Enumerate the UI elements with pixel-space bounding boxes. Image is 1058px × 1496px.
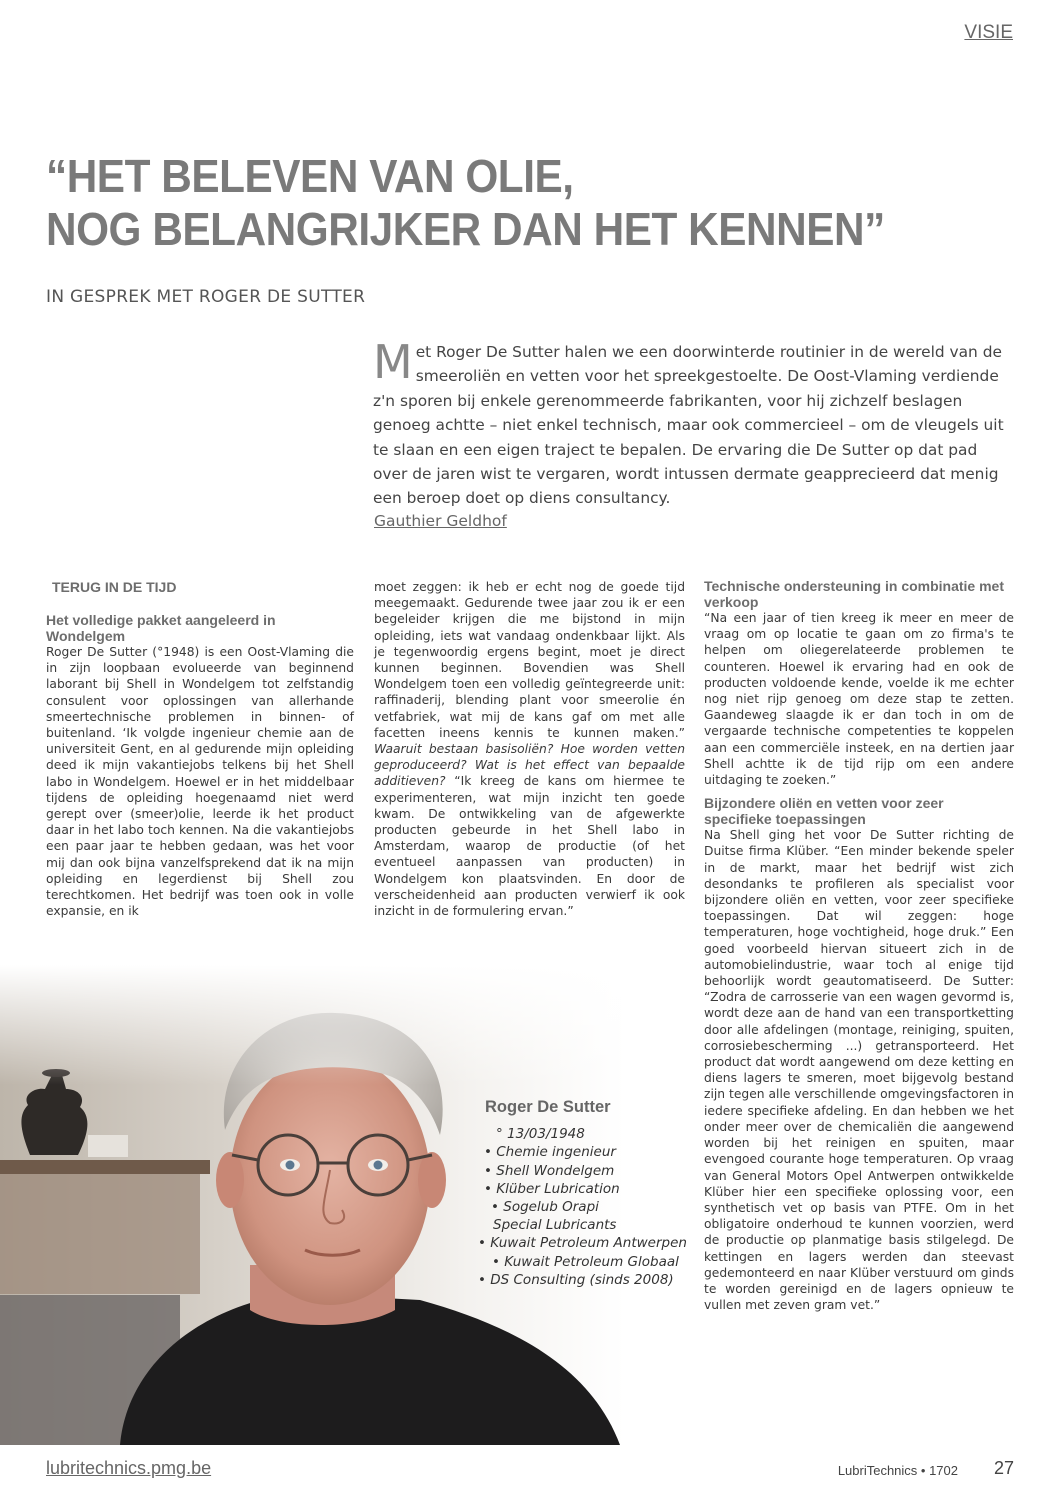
section-tag: VISIE <box>964 22 1013 43</box>
paragraph-1: Roger De Sutter (°1948) is een Oost-Vlaming die in zijn loopbaan evolueerde van beginnend laborant bij Shell in Wondelgem tot zelfstandig consulent voor oplossingen van allerhande smeertechnische problemen in binnen- of buitenland. ‘Ik volgde ingenieur chemie aan de universiteit Gent, en al gedurende mijn opleiding deed ik mijn vakantiejobs telkens bij het Shell labo in Wondelgem. Hoewel er in het middelbaar tijdens de opleiding hoegenaamd niet werd gerept over (smeer)olie, leerde ik het product daar in het labo toch kennen. Na die vakantiejobs een paar jaar te hebben gedaan, was het voor mij dan ook bijna vanzelfsprekend dat ik na mijn opleiding en legerdienst bij Shell zou terechtkomen. Het bedrijf was toen ook in volle expansie, en ik <box>46 645 354 919</box>
bio-item: ° 13/03/1948 <box>496 1126 585 1143</box>
lead-paragraph <box>373 335 1013 511</box>
drop-cap: M <box>373 335 413 389</box>
headline <box>46 150 948 256</box>
article-column-1 <box>46 579 354 919</box>
paragraph-3: “Na een jaar of tien kreeg ik meer en meer de vraag om op locatie te gaan om zo firma's te helpen om oliegerelateerde problemen te counteren. Hoewel ik ervaring had en ook de producten voldoende kende, voelde ik me echter nog niet rijp genoeg om deze stap te zetten. Gaandeweg slaagde ik er dan toch in om de vergaarde technische competenties te koppelen aan een commerciële insteek, en na dertien jaar Shell achtte ik de tijd rijp om een andere uitdaging te zoeken.” <box>704 611 1014 788</box>
bio-item: • Shell Wondelgem <box>484 1162 615 1179</box>
paragraph-4: Na Shell ging het voor De Sutter richting de Duitse firma Klüber. “Een minder bekende speler in de markt, maar het bedrijf wist zich desondanks te profileren als specialist voor bijzondere oliën en vetten, voor zeer specifieke toepassingen. Dat wil zeggen: hoge temperaturen, hoge vochtigheid, hoge druk.” Een goed voorbeeld hiervan situeert zich in de automobielindustrie, waar toch al enige tijd behoorlijk wordt geautomatiseerd. De Sutter: “Zodra de carrosserie van een wagen gevormd is, wordt deze aan de hand van een transportketting door alle afdelingen (montage, reiniging, spuiten, corrosiebescherming ...) getransporteerd. Het product dat wordt aangewend om deze ketting en diens lagers te smeren, moet bijgevolg bestand zijn tegen alle verschillende omgevingsfactoren in iedere specifieke afdeling. En dan hebben we het onder meer over de chemicaliën die aangewend worden bij het reinigen en spuiten, maar evengoed courante hoge temperaturen. Op vraag van General Motors Opel Antwerpen ontwikkelde Klüber hier een specifieke oplossing voor, een synthetisch vet op basis van PTFE. Om in het obligatoire onderhoud te kunnen voorzien, werd de productie op planmatige basis stilgelegd. De kettingen en lagers werden dan steevast gedemonteerd en naar Klüber verstuurd om ginds te worden gereinigd en de lagers opnieuw te vullen met zeven gram vet.” <box>704 828 1014 1313</box>
headline-line-2: NOG BELANGRIJKER DAN HET KENNEN” <box>46 203 885 255</box>
headline-line-1: “HET BELEVEN VAN OLIE, <box>46 150 574 202</box>
bio-item: • DS Consulting (sinds 2008) <box>478 1271 674 1288</box>
section-heading: TERUG IN DE TIJD <box>52 579 177 595</box>
bio-item: • Sogelub Orapi <box>491 1199 599 1216</box>
paragraph-2-italic: Waaruit bestaan basisoliën? Hoe worden vetten geproduceerd? Wat is het effect van bepaalde additieven? <box>374 742 685 789</box>
subheading-3: Bijzondere oliën en vetten voor zeer specifieke toepassingen <box>704 795 944 827</box>
bio-item: • Kuwait Petroleum Globaal <box>492 1253 679 1270</box>
lead-text: et Roger De Sutter halen we een doorwinterde routinier in de wereld van de smeeroliën en vetten voor het spreekgestoelte. De Oost-Vlaming verdiende z'n sporen bij enkele gerenommeerde fabrikanten, voor hij zichzelf beslagen genoeg achtte – niet enkel technisch, maar ook commercieel – om de vleugels uit te slaan en een eigen traject te bepalen. De ervaring die De Sutter op dat pad over de jaren wist te vergaren, wordt intussen dermate geapprecieerd dat menig een beroep doet op diens consultancy. <box>373 343 1004 508</box>
paragraph-2 <box>374 579 685 919</box>
subheading-2: Technische ondersteuning in combinatie met verkoop <box>704 578 1005 610</box>
footer-magazine-issue: LubriTechnics • 1702 <box>837 1463 958 1478</box>
author-byline[interactable]: Gauthier Geldhof <box>374 512 507 530</box>
paragraph-2a: moet zeggen: ik heb er echt nog de goede tijd meegemaakt. Gedurende twee jaar zou ik er een begeleider krijgen die me bijstond in mijn opleiding, iets wat vandaag ondenkbaar lijkt. Als je tegenwoordig ergens begint, moet je direct kunnen beginnen. Bovendien was Shell Wondelgem toen een volledig geïntegreerde unit: raffinaderij, blending plant voor smeerolie én vetfabriek, wat mij de kans gaf om met alle facetten ineens kennis te kunnen maken.” <box>374 580 685 740</box>
subheading-1: Het volledige pakket aangeleerd in Wondelgem <box>46 612 276 644</box>
bio-item: • Kuwait Petroleum Antwerpen <box>478 1235 687 1252</box>
page-number: 27 <box>993 1458 1014 1478</box>
bio-box <box>478 1098 693 1289</box>
bio-item: • Chemie ingenieur <box>484 1144 616 1161</box>
footer-website-link[interactable]: lubritechnics.pmg.be <box>46 1458 212 1478</box>
article-column-2 <box>374 579 685 919</box>
subtitle: IN GESPREK MET ROGER DE SUTTER <box>46 287 366 307</box>
paragraph-2b: “Ik kreeg de kans om hiermee te experimenteren, wat mijn inzicht ten goede kwam. De ontwikkeling van de afgewerkte producten gebeurde in het Shell labo in Amsterdam, waarop de productie (of het eventueel aanpassen van producten) in Wondelgem kon plaatsvinden. En door de verscheidenheid aan producten verwierf ik ook inzicht in de formulering ervan.” <box>374 774 685 919</box>
article-column-3 <box>704 579 1014 1313</box>
bio-item: • Klüber Lubrication <box>484 1180 620 1197</box>
bio-item: Special Lubricants <box>493 1217 617 1234</box>
bio-name: Roger De Sutter <box>485 1098 611 1116</box>
